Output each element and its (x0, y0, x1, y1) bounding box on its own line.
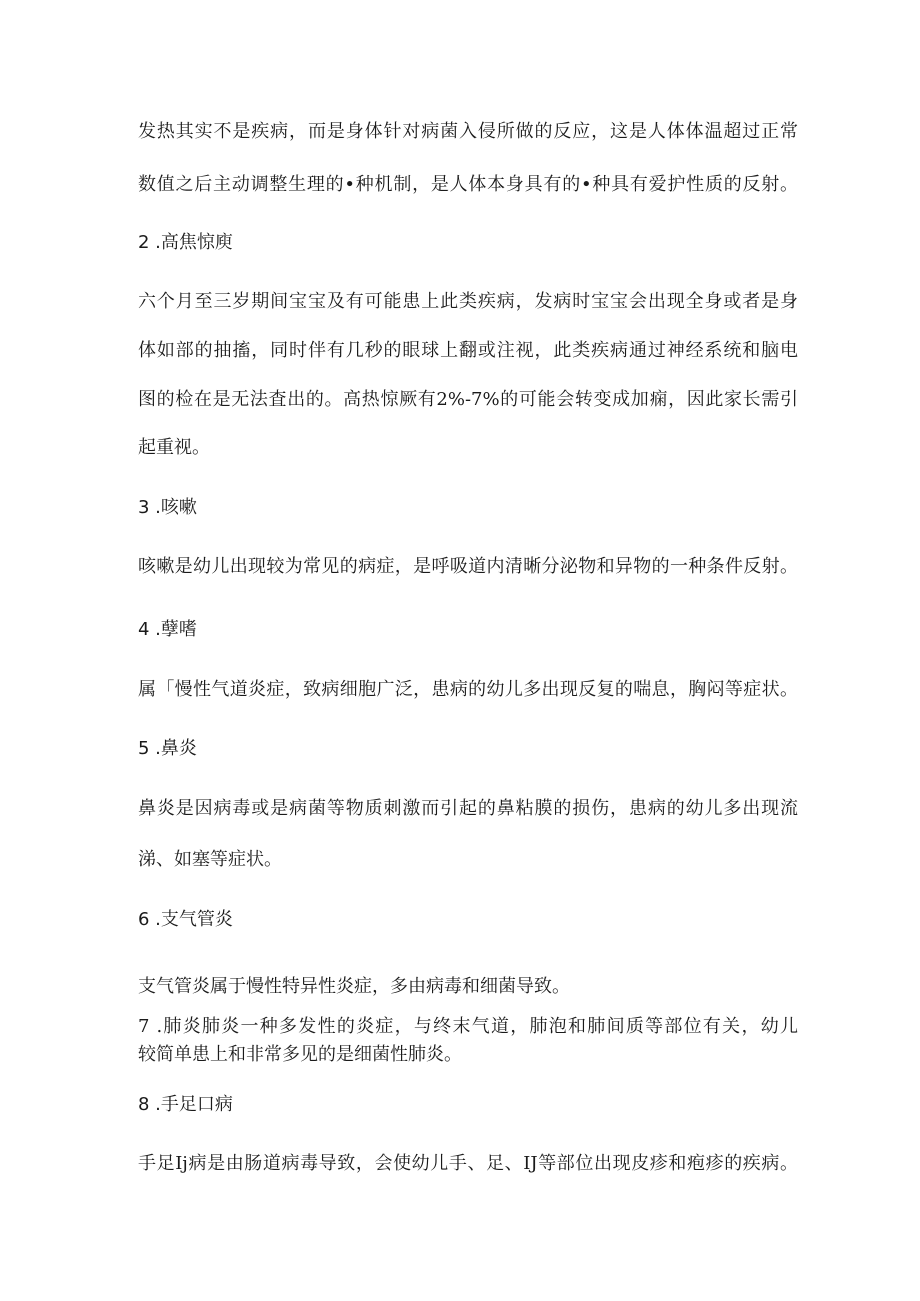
heading-rhinitis: 5 .鼻炎 (138, 738, 197, 759)
paragraph-convulsion-line-4: 起重视。 (138, 437, 210, 458)
paragraph-convulsion-line-2: 体如部的抽搐，同时伴有几秒的眼球上翻或注视，此类疾病通过神经系统和脑电 (138, 340, 798, 361)
paragraph-asthma-line-1: 属「慢性气道炎症，致病细胞广泛，患病的幼儿多出现反复的喘息，胸闷等症状。 (138, 679, 798, 700)
paragraph-fever-line-1: 发热其实不是疾病，而是身体针对病菌入侵所做的反应，这是人体体温超过正常 (138, 121, 798, 142)
paragraph-rhinitis-line-1: 鼻炎是因病毒或是病菌等物质刺激而引起的鼻粘膜的损伤，患病的幼儿多出现流 (138, 798, 798, 819)
heading-bronchitis: 6 .支气管炎 (138, 909, 233, 930)
paragraph-fever-line-2: 数值之后主动调整生理的•种机制，是人体本身具有的•种具有爱护性质的反射。 (138, 174, 798, 195)
heading-hand-foot-mouth: 8 .手足口病 (138, 1094, 233, 1115)
heading-cough: 3 .咳嗽 (138, 497, 197, 518)
heading-asthma: 4 .孽嗜 (138, 619, 197, 640)
paragraph-convulsion-line-3: 图的检在是无法査出的。高热惊厥有2%-7%的可能会转变成加痫，因此家长需引 (138, 389, 798, 410)
paragraph-cough-line-1: 咳嗽是幼儿出现较为常见的病症，是呼吸道内清晰分泌物和异物的一种条件反射。 (138, 556, 798, 577)
heading-febrile-convulsion: 2 .高焦惊庾 (138, 232, 233, 253)
paragraph-rhinitis-line-2: 涕、如塞等症状。 (138, 849, 282, 870)
paragraph-bronchitis-line-1: 支气管炎属于慢性特异性炎症，多由病毒和细菌导致。 (138, 976, 570, 997)
paragraph-convulsion-line-1: 六个月至三岁期间宝宝及有可能患上此类疾病，发病时宝宝会出现全身或者是身 (138, 291, 798, 312)
paragraph-pneumonia-line-1: 7 .肺炎肺炎一种多发性的炎症，与终末气道，肺泡和肺间质等部位有关，幼儿 (138, 1016, 798, 1037)
paragraph-hand-foot-mouth-line-1: 手足Ij病是由肠道病毒导致，会使幼儿手、足、IJ等部位出现皮疹和疱疹的疾病。 (138, 1153, 798, 1174)
paragraph-pneumonia-line-2: 较简单患上和非常多见的是细菌性肺炎。 (138, 1044, 462, 1065)
